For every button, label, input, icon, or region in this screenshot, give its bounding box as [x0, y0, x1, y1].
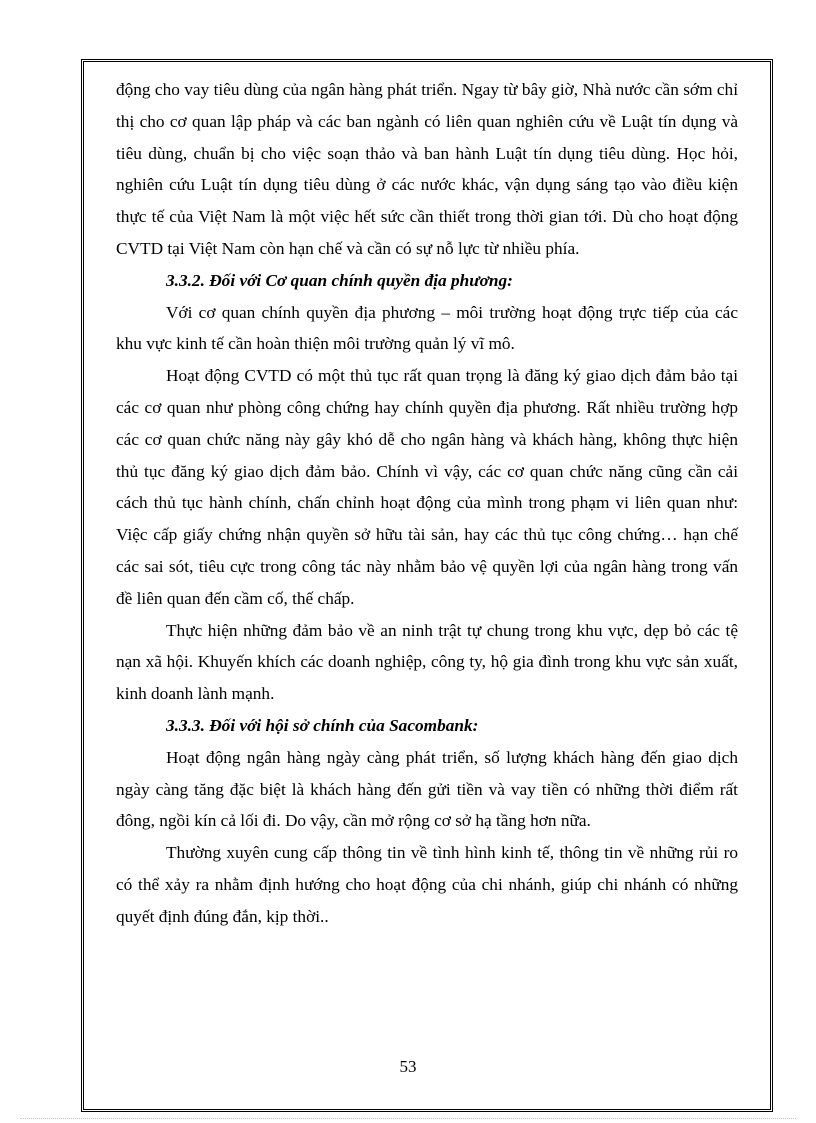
section-heading-3-3-3: 3.3.3. Đối với hội sở chính của Sacombank:: [166, 715, 479, 735]
paragraph-local-authority-intro: Với cơ quan chính quyền địa phương – môi trường hoạt động trực tiếp của các khu vực kinh tế cần hoàn thiện môi trường quản lý vĩ mô.: [116, 302, 738, 354]
paragraph-secured-transaction: Hoạt động CVTD có một thủ tục rất quan trọng là đăng ký giao dịch đảm bảo tại các cơ quan như phòng công chứng hay chính quyền địa phương. Rất nhiều trường hợp các cơ quan chức năng này gây khó dễ cho ngân hàng và khách hàng, không thực hiện thủ tục đăng ký giao dịch đảm bảo. Chính vì vậy, các cơ quan chức năng cũng cần cải cách thủ tục hành chính, chấn chỉnh hoạt động của mình trong phạm vi liên quan như: Việc cấp giấy chứng nhận quyền sở hữu tài sản, hay các thủ tục công chứng… hạn chế các sai sót, tiêu cực trong công tác này nhằm bảo vệ quyền lợi của ngân hàng trong vấn đề liên quan đến cầm cố, thế chấp.: [116, 366, 738, 608]
paragraph-infrastructure: Hoạt động ngân hàng ngày càng phát triển, số lượng khách hàng đến giao dịch ngày càng tăng đặc biệt là khách hàng đến gửi tiền và vay tiền có những thời điểm rất đông, ngồi kín cả lối đi. Do vậy, cần mở rộng cơ sở hạ tầng hơn nữa.: [116, 747, 738, 831]
paragraph-security-order: Thực hiện những đảm bảo về an ninh trật tự chung trong khu vực, dẹp bỏ các tệ nạn xã hội. Khuyến khích các doanh nghiệp, công ty, hộ gia đình trong khu vực sản xuất, kinh doanh lành mạnh.: [116, 620, 738, 704]
paragraph-continued: động cho vay tiêu dùng của ngân hàng phát triển. Ngay từ bây giờ, Nhà nước cần sớm chỉ thị cho cơ quan lập pháp và các ban ngành có liên quan nghiên cứu về Luật tín dụng và tiêu dùng, chuẩn bị cho việc soạn thảo và ban hành Luật tín dụng tiêu dùng. Học hỏi, nghiên cứu Luật tín dụng tiêu dùng ở các nước khác, vận dụng sáng tạo vào điều kiện thực tế của Việt Nam là một việc hết sức cần thiết trong thời gian tới. Dù cho hoạt động CVTD tại Việt Nam còn hạn chế và cần có sự nỗ lực từ nhiều phía.: [116, 80, 738, 258]
section-heading-3-3-2: 3.3.2. Đối với Cơ quan chính quyền địa phương:: [166, 270, 513, 290]
page-number: 53: [399, 1057, 417, 1076]
page-bottom-divider: [20, 1118, 796, 1119]
document-body: [116, 74, 738, 933]
paragraph-information-supply: Thường xuyên cung cấp thông tin về tình hình kinh tế, thông tin về những rủi ro có thể xảy ra nhằm định hướng cho hoạt động của chi nhánh, giúp chi nhánh có những quyết định đúng đắn, kịp thời..: [116, 843, 738, 926]
